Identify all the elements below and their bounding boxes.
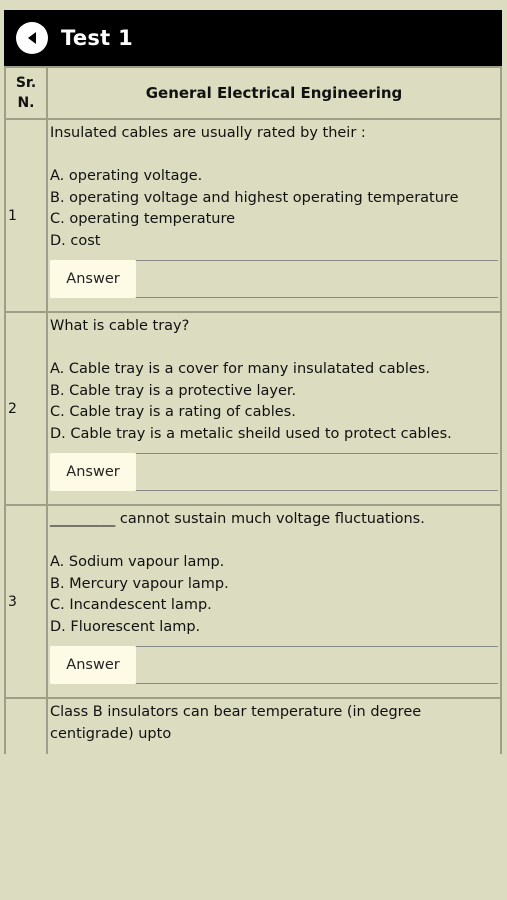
back-arrow-icon[interactable]	[16, 22, 48, 54]
option-b: B. operating voltage and highest operating temperature	[50, 189, 459, 206]
option-a: A. Cable tray is a cover for many insulatated cables.	[50, 361, 430, 377]
option-c: C. Incandescent lamp.	[50, 597, 212, 613]
question-cell	[47, 312, 501, 505]
question-text: Class B insulators can bear temperature (in degree centigrade) upto	[50, 704, 422, 742]
question-number: 2	[5, 312, 47, 505]
question-text: Insulated cables are usually rated by their :	[50, 125, 366, 141]
question-row	[5, 505, 501, 698]
question-row	[5, 312, 501, 505]
answer-button[interactable]: Answer	[50, 453, 136, 491]
subject-header: General Electrical Engineering	[47, 67, 501, 119]
option-d: D. Cable tray is a metalic sheild used to protect cables.	[50, 425, 452, 442]
answer-display	[136, 453, 498, 491]
option-c: C. Cable tray is a rating of cables.	[50, 404, 296, 420]
answer-display	[136, 260, 498, 298]
page-title: Test 1	[61, 26, 134, 50]
question-cell	[47, 119, 501, 312]
top-bar	[4, 10, 502, 66]
answer-button[interactable]: Answer	[50, 260, 136, 298]
question-text: What is cable tray?	[50, 318, 190, 334]
option-d: D. Fluorescent lamp.	[50, 618, 201, 635]
table-header	[5, 67, 501, 119]
question-text: _________ cannot sustain much voltage fluctuations.	[50, 511, 425, 527]
option-b: B. Cable tray is a protective layer.	[50, 382, 297, 399]
question-table	[4, 66, 502, 754]
option-a: A. Sodium vapour lamp.	[50, 554, 225, 570]
question-cell	[47, 505, 501, 698]
option-b: B. Mercury vapour lamp.	[50, 575, 229, 592]
question-row	[5, 698, 501, 754]
answer-display	[136, 646, 498, 684]
question-row	[5, 119, 501, 312]
option-a: A. operating voltage.	[50, 168, 203, 184]
option-d: D. cost	[50, 232, 101, 249]
option-c: C. operating temperature	[50, 211, 236, 227]
question-number: 3	[5, 505, 47, 698]
question-number	[5, 698, 47, 754]
sr-no-header: Sr. N.	[5, 67, 47, 119]
answer-button[interactable]: Answer	[50, 646, 136, 684]
question-cell	[47, 698, 501, 754]
question-number: 1	[5, 119, 47, 312]
